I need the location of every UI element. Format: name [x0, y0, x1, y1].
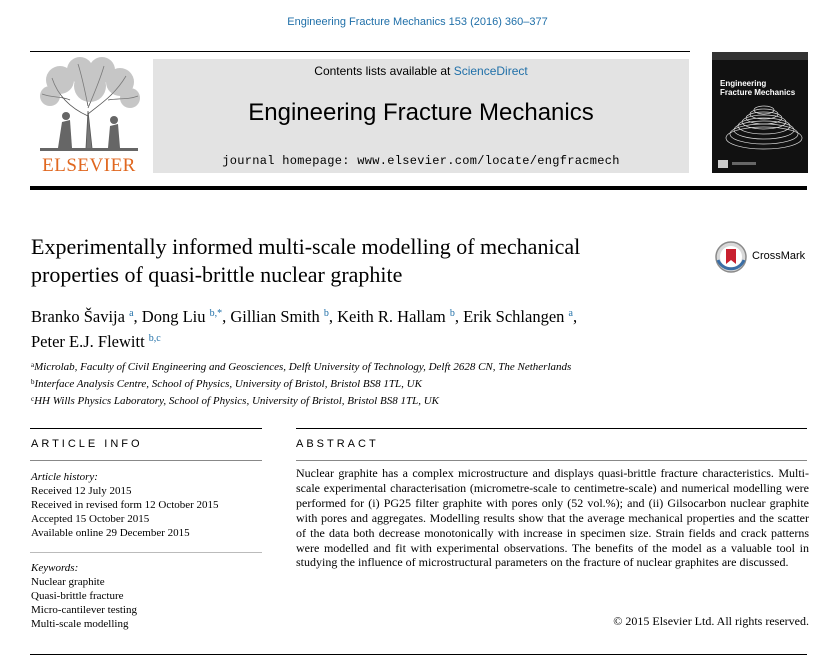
contents-prefix: Contents lists available at [314, 64, 454, 78]
article-info-subrule [30, 460, 262, 461]
cover-title-line1: Engineering [720, 79, 767, 88]
crossmark-badge[interactable] [714, 240, 814, 274]
abstract-rule [296, 428, 807, 429]
abstract-text: Nuclear graphite has a complex microstructure and displays quasi-brittle fracture characteristics. Multi-scale experimental characterisation (micrometre-scale to centimetre-scale) and numerical modelling were performed for (i) PG25 filter graphite with pores only (52 vol.%); and (ii) Gilsocarbon nuclear graphite with pores and aggregates. Modelling results show that the average mechanical properties and the scatter of the data both decrease monotonically with increase in specimen size. Strain fields and crack patterns were modelled and fit with experimental observations. The benefits of the model as a valuable tool in studying the influence of microstructural parameters on the fracture of nuclear graphites are discussed. [296, 466, 809, 570]
keywords-heading: Keywords: [31, 562, 79, 574]
keyword: Quasi-brittle fracture [31, 590, 124, 602]
contents-line [153, 64, 689, 78]
cover-art-icon [712, 52, 808, 173]
author-affiliation-mark[interactable]: a [129, 308, 134, 319]
author[interactable]: Keith R. Hallam $^b$, [337, 307, 464, 326]
history-entry: Available online 29 December 2015 [31, 527, 190, 539]
keywords [31, 561, 261, 631]
journal-banner [153, 59, 689, 173]
sciencedirect-link[interactable]: ScienceDirect [453, 64, 528, 78]
affiliation: $^b$Interface Analysis Centre, School of Physics, University of Bristol, Bristol BS8 1TL, UK [31, 378, 422, 390]
author-affiliation-mark[interactable]: b [449, 308, 455, 319]
publisher-name: ELSEVIER [42, 155, 136, 176]
article-history [31, 470, 261, 540]
keyword: Multi-scale modelling [31, 618, 129, 630]
abstract-heading: ABSTRACT [296, 438, 379, 450]
keyword: Micro-cantilever testing [31, 604, 137, 616]
affiliation-list [31, 358, 731, 409]
author[interactable]: Dong Liu $^{b,*}$, [141, 307, 231, 326]
header-rule [30, 51, 690, 52]
history-entry: Received 12 July 2015 [31, 485, 132, 497]
author-affiliation-mark[interactable]: b,c [148, 333, 161, 344]
author[interactable]: Gillian Smith $^b$, [230, 307, 338, 326]
journal-cover[interactable] [712, 52, 808, 173]
copyright: © 2015 Elsevier Ltd. All rights reserved. [613, 614, 809, 628]
history-heading: Article history: [31, 471, 98, 483]
elsevier-logo[interactable] [30, 56, 148, 174]
crossmark-icon [714, 240, 750, 274]
article-title-line1: Experimentally informed multi-scale modelling of mechanical [31, 234, 581, 259]
author-list [31, 303, 711, 353]
author[interactable]: Peter E.J. Flewitt $^{b,c}$ [31, 332, 161, 351]
elsevier-tree-icon [30, 56, 148, 154]
history-entry: Received in revised form 12 October 2015 [31, 499, 219, 511]
author-affiliation-mark[interactable]: b [323, 308, 329, 319]
keyword: Nuclear graphite [31, 576, 105, 588]
article-title-line2: properties of quasi-brittle nuclear graphite [31, 262, 403, 287]
author[interactable]: Branko Šavija $^a$, [31, 307, 142, 326]
author[interactable]: Erik Schlangen $^a$, [463, 307, 578, 326]
journal-title: Engineering Fracture Mechanics [248, 99, 594, 126]
article-info-heading: ARTICLE INFO [31, 438, 143, 450]
article-title [31, 233, 701, 289]
crossmark-label: CrossMark [752, 250, 806, 262]
journal-homepage[interactable]: journal homepage: www.elsevier.com/locate/engfracmech [222, 154, 620, 168]
affiliation: $^c$HH Wills Physics Laboratory, School of Physics, University of Bristol, Bristol BS8 1TL, UK [31, 395, 439, 407]
author-affiliation-mark[interactable]: a [568, 308, 573, 319]
history-entry: Accepted 15 October 2015 [31, 513, 150, 525]
header-thick-rule [30, 186, 807, 190]
author-affiliation-mark[interactable]: b,* [209, 308, 223, 319]
footer-rule [30, 654, 807, 655]
cover-title-line2: Fracture Mechanics [720, 88, 796, 97]
abstract-subrule [296, 460, 807, 461]
cover-title [720, 79, 806, 97]
affiliation: $^a$Microlab, Faculty of Civil Engineering and Geosciences, Delft University of Technology, Delft 2628 CN, The Netherlands [31, 361, 572, 373]
article-info-rule [30, 428, 262, 429]
journal-reference[interactable]: Engineering Fracture Mechanics 153 (2016) 360–377 [287, 16, 548, 28]
keywords-divider [30, 552, 262, 553]
